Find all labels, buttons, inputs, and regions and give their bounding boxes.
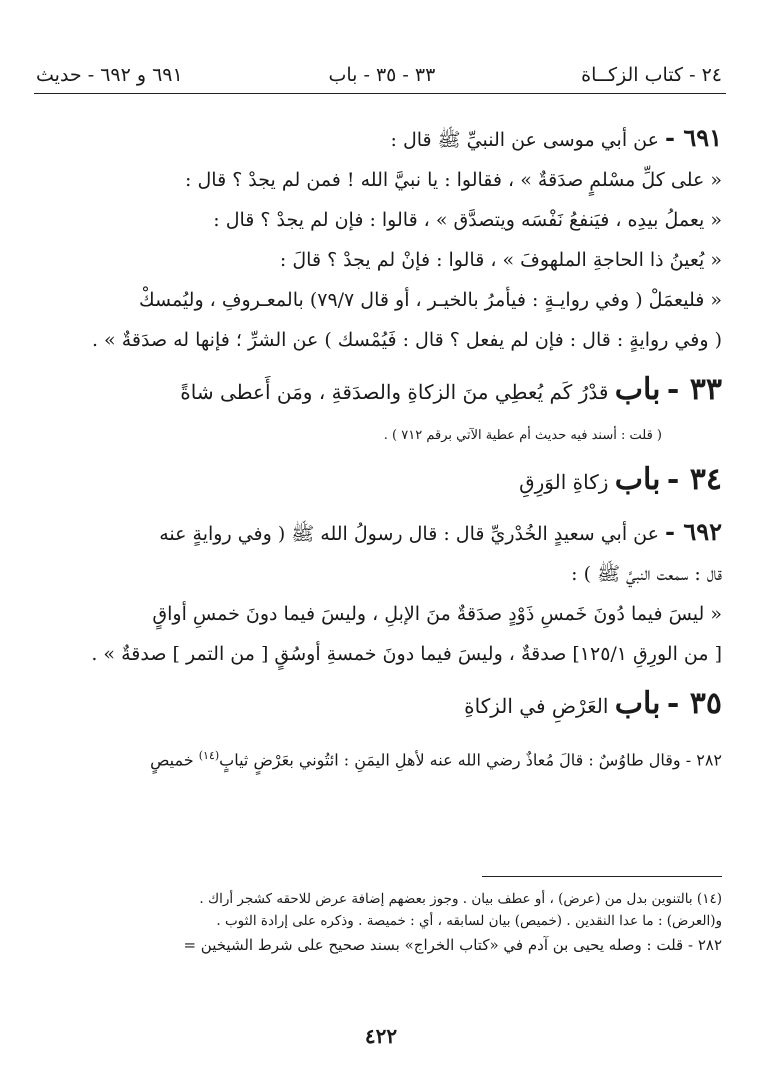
hadith-line: « فليعمَلْ ( وفي روايـةٍ : فيأمرُ بالخيـر ، أو قال ٧٩/٧) بالمعـروفِ ، وليُمسكْ [138, 289, 722, 311]
hadith-text: عن أبي سعيدٍ الخُدْريِّ قال : قال رسولُ الله ﷺ ( وفي روايةٍ عنه [159, 523, 659, 545]
main-text [38, 118, 722, 780]
chapter-title: زكاةِ الوَرِقِ [519, 470, 609, 494]
chapter-word: باب [614, 686, 661, 721]
chapter-title: قدْرُ كَم يُعطِي منَ الزكاةِ والصدَقةِ ، ومَن أَعطى شاةً [180, 380, 609, 404]
hadith-line: « ليسَ فيما دُونَ خَمسِ ذَوْدٍ صدَقةٌ منَ الإبلِ ، وليسَ فيما دونَ خمسِ أواقٍ [152, 603, 722, 625]
header-book-title: ٢٤ - كتاب الزكــاة [581, 64, 722, 86]
footnote-14-line1: (١٤) بالتنوين بدل من (عرض) ، أو عطف بيان . وجوز بعضهم إضافة عرض للاحقه كشجر أراك . [199, 891, 722, 907]
hadith-line: « يُعينُ ذا الحاجةِ الملهوفَ » ، قالوا : فإنْ لم يجدْ ؟ قالَ : [279, 249, 722, 271]
running-header [36, 60, 722, 90]
hadith-line: قال : سمعت النبيَّ ﷺ ) : [571, 563, 722, 585]
hadith-line: « يعملُ بيدِه ، فيَنفعُ نَفْسَه ويتصدَّق » ، قالوا : فإن لم يجدْ ؟ قال : [213, 209, 722, 231]
chapter-34-heading [38, 452, 722, 510]
hadith-line: « على كلِّ مسْلمٍ صدَقةٌ » ، فقالوا : يا نبيَّ الله ! فمن لم يجدْ ؟ قال : [185, 169, 722, 191]
footnote-14-line2: و(العرض) : ما عدا النقدين . (خميص) بيان لسابقه ، أي : خميصة . وذكره على إرادة الثوب . [216, 913, 722, 929]
chapter-title: العَرْضِ في الزكاةِ [464, 694, 609, 718]
hadith-number: ٦٩١ - [665, 123, 722, 152]
hadith-number: ٦٩٢ - [665, 517, 722, 546]
chapter-35-heading [38, 676, 722, 734]
chapter-word: باب [614, 372, 661, 407]
chapter-number: ٣٥ - [666, 686, 722, 721]
hadith-line: [ من الورِقِ ١٢٥/١] صدقةٌ ، وليسَ فيما دونَ خمسةِ أوسُقٍ [ من التمر ] صدقةٌ » . [91, 643, 722, 665]
chapter-word: باب [614, 462, 661, 497]
chapter-33-heading [38, 362, 722, 420]
header-chapters: ٣٣ - ٣٥ - باب [328, 64, 436, 86]
hadith-691-intro [38, 118, 722, 160]
hadith-text: عن أبي موسى عن النبيِّ ﷺ قال : [390, 129, 659, 151]
athar-text-end: خميصٍ [150, 750, 194, 770]
page-number: ٤٢٢ [364, 1024, 398, 1048]
chapter-number: ٣٣ - [666, 372, 722, 407]
chapter-number: ٣٤ - [666, 462, 722, 497]
footnote-rule [482, 876, 722, 877]
athar-text: ٢٨٢ - وقال طاوُسٌ : قالَ مُعاذٌ رضي الله عنه لأهلِ اليمَنِ : ائتُوني بعَرْضٍ ثيابٍ [219, 750, 722, 770]
hadith-line: ( وفي روايةٍ : قال : فإن لم يفعل ؟ قال : فَيُمْسك ) عن الشرِّ ؛ فإنها له صدَقةٌ » . [91, 329, 722, 351]
header-hadiths: ٦٩١ و ٦٩٢ - حديث [36, 64, 183, 86]
header-rule [34, 93, 726, 94]
footnote-ref: (١٤) [198, 749, 220, 762]
footnote-282: ٢٨٢ - قلت : وصله يحيى بن آدم في «كتاب الخراج» بسند صحيح على شرط الشيخين = [183, 936, 722, 954]
hadith-692-intro [38, 512, 722, 554]
athar-282 [38, 736, 722, 780]
chapter-33-note: ( قلت : أسند فيه حديث أم عطية الآتي برقم ٧١٢ ) . [383, 428, 662, 443]
footnotes [40, 888, 722, 958]
